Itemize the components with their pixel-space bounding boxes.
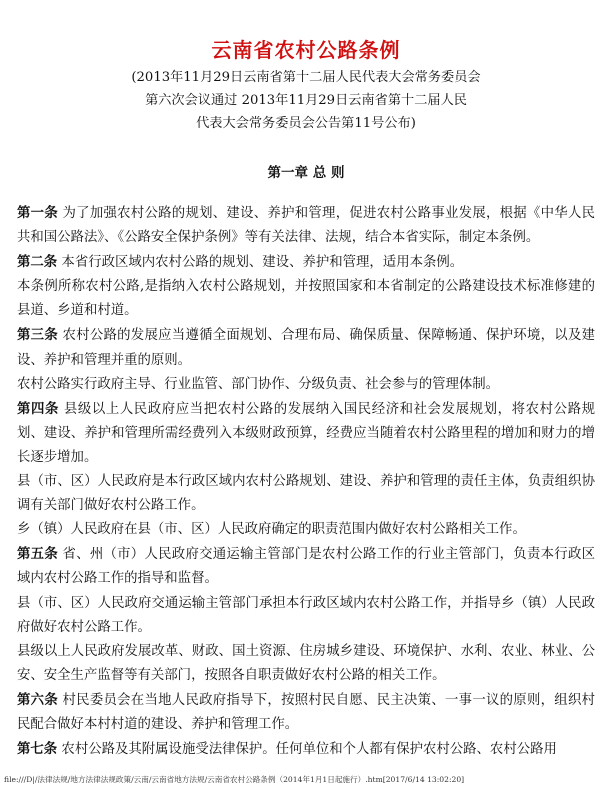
paragraph (17, 518, 595, 542)
paragraph-text: 农村公路及其附属设施受法律保护。任何单位和个人都有保护农村公路、农村公路用 (57, 742, 557, 758)
paragraph (17, 250, 595, 275)
paragraph (17, 373, 595, 397)
article-number: 第四条 (17, 400, 59, 417)
paragraph (17, 542, 595, 591)
paragraph (17, 592, 595, 640)
chapter-heading: 第一章 总 则 (267, 165, 345, 181)
subtitle-line-2: 第六次会议通过 2013年11月29日云南省第十二届人民 (145, 93, 467, 108)
article-number: 第一条 (17, 205, 58, 221)
paragraph-text: 县（市、区）人民政府是本行政区域内农村公路规划、建设、养护和管理的责任主体，负责组织协调有关部门做好农村公路工作。 (17, 474, 595, 514)
paragraph (17, 470, 595, 518)
paragraph (17, 201, 595, 250)
article-number: 第六条 (17, 691, 58, 708)
paragraph (17, 275, 595, 323)
paragraph (17, 640, 595, 688)
file-path-footer: file:///D|/法律法规/地方法律法规政策/云南/云南省地方法规/云南省农村公路条例（2014年1月1日起施行）.htm[2017/6/14 13:02:20] (4, 775, 465, 784)
paragraph-text: 省、州（市）人民政府交通运输主管部门是农村公路工作的行业主管部门，负责本行政区域内农村公路工作的指导和监督。 (17, 547, 595, 587)
paragraph-text: 农村公路的发展应当遵循全面规划、合理布局、确保质量、保障畅通、保护环境，以及建设、养护和管理并重的原则。 (17, 328, 595, 368)
document-title: 云南省农村公路条例 (211, 38, 401, 62)
article-number: 第三条 (17, 327, 58, 344)
article-number: 第二条 (17, 254, 58, 271)
paragraph (17, 737, 595, 762)
paragraph-text: 本省行政区域内农村公路的规划、建设、养护和管理，适用本条例。 (57, 255, 464, 271)
subtitle-line-1: (2013年11月29日云南省第十二届人民代表大会常务委员会 (131, 70, 481, 85)
paragraph-text: 县级以上人民政府应当把农村公路的发展纳入国民经济和社会发展规划，将农村公路规划、建设、养护和管理所需经费列入本级财政预算，经费应当随着农村公路里程的增加和财力的增长逐步增加。 (17, 401, 595, 465)
paragraph-text: 村民委员会在当地人民政府指导下，按照村民自愿、民主决策、一事一议的原则，组织村民配合做好本村村道的建设、养护和管理工作。 (17, 692, 595, 732)
paragraph (17, 397, 595, 470)
paragraph-text: 为了加强农村公路的规划、建设、养护和管理，促进农村公路事业发展，根据《中华人民共和国公路法》、《公路安全保护条例》等有关法律、法规，结合本省实际，制定本条例。 (17, 206, 595, 246)
paragraph (17, 688, 595, 737)
document-body (17, 201, 595, 762)
article-number: 第五条 (17, 546, 58, 563)
paragraph-text: 乡（镇）人民政府在县（市、区）人民政府确定的职责范围内做好农村公路相关工作。 (17, 522, 526, 538)
paragraph-text: 本条例所称农村公路,是指纳入农村公路规划，并按照国家和本省制定的公路建设技术标准修建的县道、乡道和村道。 (17, 279, 595, 319)
paragraph (17, 323, 595, 372)
paragraph-text: 农村公路实行政府主导、行业监管、部门协作、分级负责、社会参与的管理体制。 (17, 376, 500, 392)
paragraph-text: 县级以上人民政府发展改革、财政、国土资源、住房城乡建设、环境保护、水利、农业、林业、公安、安全生产监督等有关部门，按照各自职责做好农村公路的相关工作。 (17, 643, 595, 683)
subtitle-line-3: 代表大会常务委员会公告第11号公布) (196, 116, 416, 131)
article-number: 第七条 (17, 741, 58, 758)
paragraph-text: 县（市、区）人民政府交通运输主管部门承担本行政区域内农村公路工作，并指导乡（镇）人民政府做好农村公路工作。 (17, 595, 595, 635)
